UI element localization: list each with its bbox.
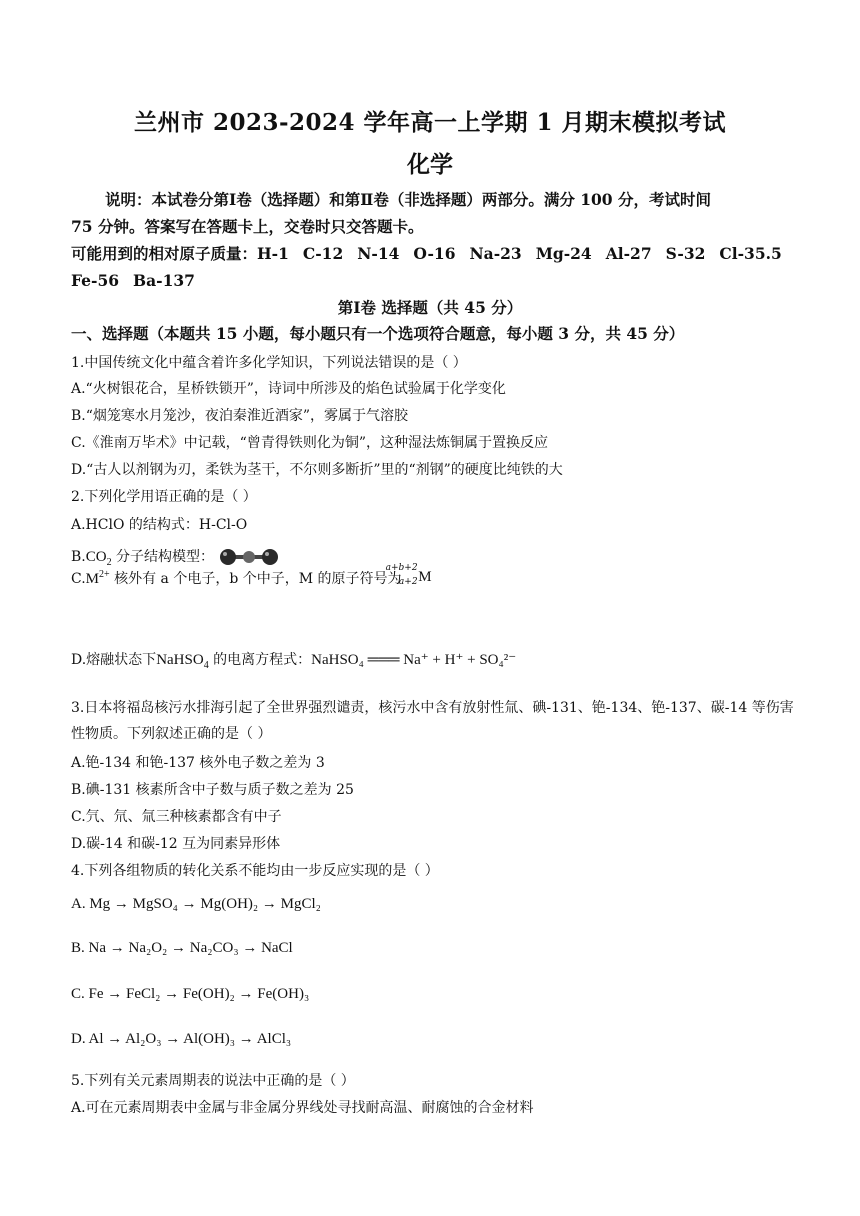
section-title: 第Ⅰ卷 选择题（共 45 分） [337, 298, 523, 317]
mass-ba: Ba-137 [133, 271, 195, 290]
q2-d-equation: NaHSO₄ ═══ Na⁺ + H⁺ + SO₄²⁻ [311, 652, 517, 668]
q2-b-molecule [85, 549, 112, 568]
instructions-line-2: 75 分钟。答案写在答题卡上，交卷时只交答题卡。 [71, 217, 424, 236]
mass-o: O-16 [413, 244, 456, 263]
mass-n: N-14 [357, 244, 400, 263]
q2-d-salt-text: NaHSO [156, 652, 204, 668]
instructions [71, 186, 796, 240]
q2-c-prefix: C. [71, 571, 86, 587]
q2-c-mass-number: a+b+2 [385, 563, 418, 573]
q2-stem: 2.下列化学用语正确的是（ ） [71, 489, 257, 505]
q2-b-mol-sub: 2 [106, 557, 112, 568]
q3-option-b: B.碘-131 核素所含中子数与质子数之差为 25 [71, 782, 354, 798]
q3-option-d: D.碳-14 和碳-12 互为同素异形体 [71, 836, 281, 852]
q2-option-a: A.HClO 的结构式：H-Cl-O [71, 517, 248, 533]
q4-option-d: D. Al → Al₂O₃ → Al(OH)₃ → AlCl₃ [71, 1031, 292, 1047]
co2-model-icon [219, 548, 279, 566]
q2-c-nuclide [385, 563, 432, 589]
atomic-masses-label: 可能用到的相对原子质量： [71, 244, 258, 263]
q5-stem: 5.下列有关元素周期表的说法中正确的是（ ） [71, 1073, 355, 1089]
q5-option-a: A.可在元素周期表中金属与非金属分界线处寻找耐高温、耐腐蚀的合金材料 [71, 1100, 534, 1116]
q2-c-ion [86, 571, 110, 587]
q4-option-c: C. Fe → FeCl₂ → Fe(OH)₂ → Fe(OH)₃ [71, 986, 310, 1002]
exam-title: 兰州市 2023-2024 学年高一上学期 1 月期末模拟考试 [133, 109, 727, 136]
q2-option-b [71, 546, 279, 568]
q2-c-ion-symbol: M [85, 571, 100, 587]
mass-mg: Mg-24 [535, 244, 592, 263]
mass-fe: Fe-56 [71, 271, 120, 290]
atomic-masses-row-1 [71, 240, 801, 267]
mass-na: Na-23 [469, 244, 522, 263]
q2-c-symbol: M [418, 569, 432, 585]
q3-option-a: A.铯-134 和铯-137 核外电子数之差为 3 [71, 755, 325, 771]
q4-option-b: B. Na → Na₂O₂ → Na₂CO₃ → NaCl [71, 940, 293, 956]
mass-al: Al-27 [605, 244, 652, 263]
q1-option-d: D.“古人以剂钢为刃，柔铁为茎干，不尔则多断折”里的“剂钢”的硬度比纯铁的大 [71, 462, 563, 478]
part-title: 一、选择题（本题共 15 小题，每小题只有一个选项符合题意，每小题 3 分，共 45 分） [71, 324, 685, 343]
q2-d-salt-sub: 4 [203, 660, 209, 671]
q1-option-a: A.“火树银花合，星桥铁锁开”，诗词中所涉及的焰色试验属于化学变化 [71, 381, 506, 397]
q2-c-text: 核外有 a 个电子，b 个中子，M 的原子符号为 [109, 571, 402, 587]
q2-d-label: 的电离方程式： [208, 652, 312, 668]
q2-c-atomic-number: a+2 [398, 577, 418, 587]
atomic-masses-row-2 [71, 267, 801, 294]
mass-h: H-1 [257, 244, 289, 263]
q2-b-mol-text: CO [85, 549, 107, 565]
q2-c-ion-charge: 2+ [99, 569, 110, 580]
instructions-line-1: 说明：本试卷分第Ⅰ卷（选择题）和第Ⅱ卷（非选择题）两部分。满分 100 分，考试时间 [105, 190, 711, 209]
atomic-masses [71, 240, 801, 294]
q2-b-label: 分子结构模型： [111, 549, 215, 565]
mass-cl: Cl-35.5 [719, 244, 782, 263]
q4-stem: 4.下列各组物质的转化关系不能均由一步反应实现的是（ ） [71, 863, 439, 879]
q2-option-d [71, 649, 516, 671]
q2-d-salt [156, 652, 209, 671]
q2-option-c [71, 563, 432, 589]
q1-option-c: C.《淮南万毕术》中记载，“曾青得铁则化为铜”，这种湿法炼铜属于置换反应 [71, 435, 548, 451]
mass-c: C-12 [302, 244, 344, 263]
q3-stem: 3.日本将福岛核污水排海引起了全世界强烈谴责，核污水中含有放射性氚、碘-131、铯-134、铯-137、碳-14 等伤害性物质。下列叙述正确的是（ ） [71, 700, 794, 742]
q4-option-a: A. Mg → MgSO₄ → Mg(OH)₂ → MgCl₂ [71, 896, 321, 912]
q1-option-b: B.“烟笼寒水月笼沙，夜泊秦淮近酒家”，雾属于气溶胶 [71, 408, 409, 424]
q2-b-prefix: B. [71, 549, 86, 565]
mass-s: S-32 [665, 244, 706, 263]
q2-d-prefix: D.熔融状态下 [71, 652, 157, 668]
subject-title: 化学 [407, 151, 453, 178]
q3-option-c: C.氕、氘、氚三种核素都含有中子 [71, 809, 282, 825]
q1-stem: 1.中国传统文化中蕴含着许多化学知识，下列说法错误的是（ ） [71, 355, 467, 371]
